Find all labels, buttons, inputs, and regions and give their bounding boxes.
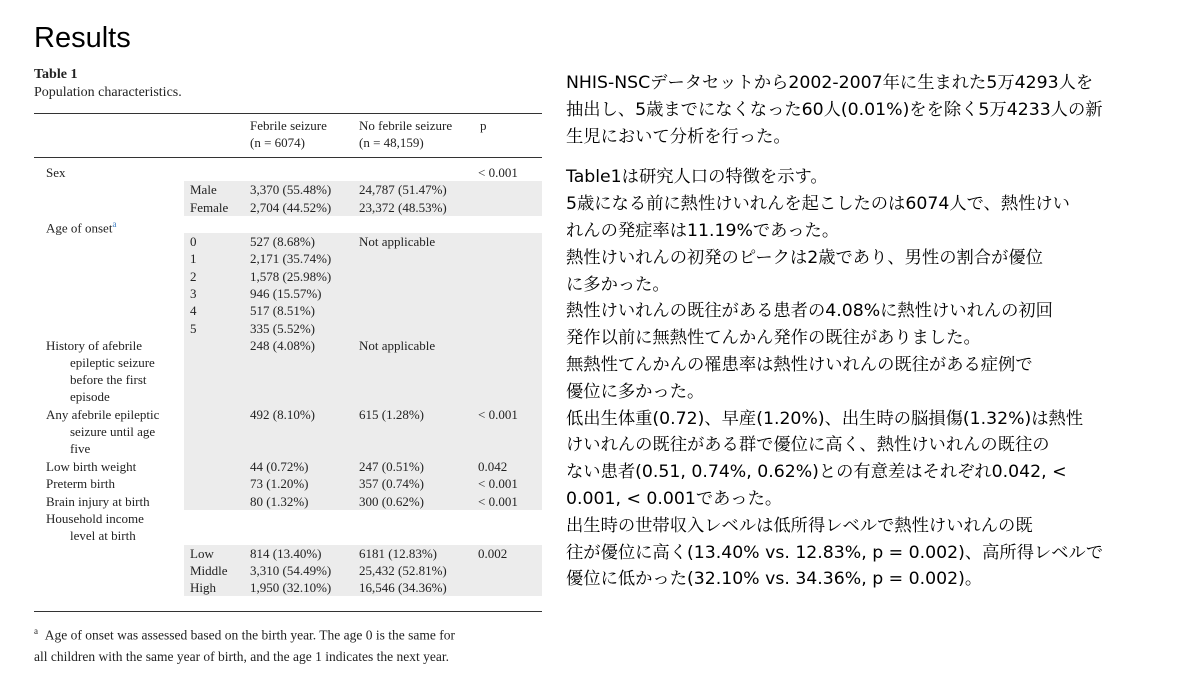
- row-febrile-value: 527 (8.68%): [246, 233, 356, 250]
- row-no-febrile-value: 615 (1.28%): [355, 406, 475, 458]
- paragraph-line: NHIS-NSCデータセットから2002-2007年に生まれた5万4293人を: [566, 73, 1094, 93]
- row-febrile-value: 1,950 (32.10%): [246, 579, 356, 596]
- row-no-febrile-value: [355, 216, 475, 233]
- row-subgroup: [184, 164, 246, 181]
- row-p-value: [474, 579, 542, 596]
- row-no-febrile-value: 247 (0.51%): [355, 458, 475, 475]
- row-febrile-value: 248 (4.08%): [246, 337, 356, 406]
- row-no-febrile-value: 16,546 (34.36%): [355, 579, 475, 596]
- population-table: [34, 66, 542, 664]
- table-row: [34, 233, 542, 250]
- row-no-febrile-value: [355, 320, 475, 337]
- row-variable: [46, 493, 186, 510]
- row-subgroup: 2: [184, 268, 246, 285]
- header-febrile-n: (n = 6074): [250, 135, 305, 150]
- footnote-line-1: Age of onset was assessed based on the birth year. The age 0 is the same for: [44, 627, 456, 643]
- row-febrile-value: 80 (1.32%): [246, 493, 356, 510]
- row-variable-line: seizure until age: [70, 424, 156, 440]
- table-header-rule: [34, 157, 542, 158]
- row-no-febrile-value: 6181 (12.83%): [355, 545, 475, 562]
- row-variable: [46, 458, 186, 475]
- header-no-febrile-label: No febrile seizure: [359, 118, 453, 133]
- table-row: [34, 181, 542, 198]
- paragraph-line: 熱性けいれんの初発のピークは2歳であり、男性の割合が優位: [566, 247, 1043, 268]
- paragraph-line: 優位に低かった(32.10% vs. 34.36%, p = 0.002)。: [566, 569, 983, 590]
- row-p-value: [474, 216, 542, 233]
- row-p-value: 0.002: [474, 545, 542, 562]
- row-variable-line: epileptic seizure: [70, 354, 155, 370]
- row-no-febrile-value: 24,787 (51.47%): [355, 181, 475, 198]
- row-variable-line: History of afebrile: [46, 337, 143, 353]
- paragraph-findings: [566, 164, 1176, 593]
- paragraph-line: 生児において分析を行った。: [566, 126, 791, 147]
- row-variable-line: Household income: [46, 510, 144, 526]
- paragraph-line: 優位に多かった。: [566, 381, 705, 402]
- row-subgroup: Female: [184, 199, 246, 216]
- row-p-value: < 0.001: [474, 493, 542, 510]
- row-subgroup: 4: [184, 302, 246, 319]
- row-febrile-value: 517 (8.51%): [246, 302, 356, 319]
- row-febrile-value: [246, 510, 356, 545]
- table-subtitle: Population characteristics.: [34, 85, 182, 100]
- row-no-febrile-value: Not applicable: [355, 337, 475, 406]
- row-p-value: [474, 199, 542, 216]
- row-no-febrile-value: 23,372 (48.53%): [355, 199, 475, 216]
- paragraph-line: 熱性けいれんの既往がある患者の4.08%に熱性けいれんの初回: [566, 301, 1053, 322]
- row-no-febrile-value: Not applicable: [355, 233, 475, 250]
- row-febrile-value: [246, 216, 356, 233]
- row-variable-line: Brain injury at birth: [46, 493, 150, 509]
- row-variable: [46, 475, 186, 492]
- row-p-value: [474, 562, 542, 579]
- row-variable: [46, 510, 186, 544]
- table-top-rule: [34, 113, 542, 114]
- header-febrile-label: Febrile seizure: [250, 118, 327, 133]
- paragraph-line: れんの発症率は11.19%であった。: [566, 220, 840, 241]
- footnote-line-2: all children with the same year of birth, and the age 1 indicates the next year.: [34, 648, 449, 664]
- row-febrile-value: 3,370 (55.48%): [246, 181, 356, 198]
- table-row: [34, 216, 542, 236]
- paragraph-line: 出生時の世帯収入レベルは低所得レベルで熱性けいれんの既: [566, 515, 1033, 536]
- row-subgroup: [184, 216, 246, 233]
- row-variable-line: Low birth weight: [46, 459, 137, 475]
- row-subgroup: [184, 406, 246, 458]
- row-subgroup: Male: [184, 181, 246, 198]
- row-subgroup: [184, 458, 246, 475]
- row-subgroup: High: [184, 579, 246, 596]
- row-p-value: < 0.001: [478, 165, 518, 180]
- row-subgroup: [184, 510, 246, 545]
- table-footnote: [34, 621, 542, 667]
- table-row: [34, 406, 542, 458]
- row-variable-line: before the first: [70, 371, 147, 387]
- row-p-value: [474, 320, 542, 337]
- row-febrile-value: 492 (8.10%): [246, 406, 356, 458]
- header-no-febrile: [359, 117, 452, 151]
- slide-title: Results: [34, 22, 131, 54]
- row-p-value: 0.042: [474, 458, 542, 475]
- row-variable: [46, 164, 186, 181]
- row-no-febrile-value: [355, 285, 475, 302]
- paragraph-line: 抽出し、5歳までになくなった60人(0.01%)をを除く5万4233人の新: [566, 99, 1103, 120]
- row-p-value: [474, 285, 542, 302]
- row-no-febrile-value: [355, 268, 475, 285]
- row-variable: [46, 406, 186, 457]
- row-febrile-value: 2,704 (44.52%): [246, 199, 356, 216]
- row-p-value: < 0.001: [474, 475, 542, 492]
- paragraph-line: Table1は研究人口の特徴を示す。: [566, 167, 828, 188]
- table-row: [34, 285, 542, 302]
- row-p-value: < 0.001: [474, 406, 542, 458]
- table-row: [34, 199, 542, 216]
- table-row: [34, 268, 542, 285]
- row-no-febrile-value: 25,432 (52.81%): [355, 562, 475, 579]
- table-row: [34, 250, 542, 267]
- row-p-value: [474, 233, 542, 250]
- table-row: [34, 458, 542, 475]
- table-row: [34, 475, 542, 492]
- row-p-value: [474, 181, 542, 198]
- row-no-febrile-value: 357 (0.74%): [355, 475, 475, 492]
- row-no-febrile-value: [355, 510, 475, 545]
- row-variable: [46, 337, 186, 405]
- row-subgroup: 3: [184, 285, 246, 302]
- footnote-mark: a: [34, 626, 38, 636]
- row-p-value: [474, 337, 542, 406]
- header-p: p: [480, 118, 487, 133]
- paragraph-line: 無熱性てんかんの罹患率は熱性けいれんの既往がある症例で: [566, 354, 1033, 375]
- row-febrile-value: 44 (0.72%): [246, 458, 356, 475]
- table-row: [34, 337, 542, 406]
- row-variable-line: episode: [70, 388, 110, 404]
- footnote-ref: a: [112, 218, 117, 229]
- row-subgroup: [184, 475, 246, 492]
- table-bottom-rule: [34, 611, 542, 612]
- row-subgroup: Middle: [184, 562, 246, 579]
- row-no-febrile-value: [355, 164, 475, 181]
- row-p-value: [474, 250, 542, 267]
- paragraph-line: けいれんの既往がある群で優位に高く、熱性けいれんの既往の: [566, 435, 1050, 456]
- header-febrile: [250, 117, 327, 151]
- paragraph-line: ない患者(0.51, 0.74%, 0.62%)との有意差はそれぞれ0.042, <: [566, 462, 1067, 483]
- paragraph-line: 0.001, < 0.001であった。: [566, 488, 783, 509]
- table-row: [34, 510, 542, 545]
- row-subgroup: [184, 337, 246, 406]
- row-variable-line: Sex: [46, 165, 66, 180]
- row-variable-line: level at birth: [70, 527, 136, 543]
- row-febrile-value: 335 (5.52%): [246, 320, 356, 337]
- paragraph-line: 発作以前に無熱性てんかん発作の既往がありました。: [566, 328, 981, 349]
- row-febrile-value: 814 (13.40%): [246, 545, 356, 562]
- table-row: [34, 545, 542, 562]
- table-row: [34, 320, 542, 337]
- table-caption: Table 1: [34, 67, 78, 82]
- row-no-febrile-value: [355, 250, 475, 267]
- row-subgroup: [184, 493, 246, 510]
- table-row: [34, 562, 542, 579]
- paragraph-line: に多かった。: [566, 274, 670, 295]
- paragraph-line: 低出生体重(0.72)、早産(1.20%)、出生時の脳損傷(1.32%)は熱性: [566, 408, 1084, 429]
- row-p-value: [474, 510, 542, 545]
- row-p-value: [474, 268, 542, 285]
- row-variable-line: five: [70, 441, 91, 457]
- paragraph-dataset: [566, 70, 1176, 150]
- row-variable-line: Any afebrile epileptic: [46, 407, 160, 423]
- table-row: [34, 579, 542, 596]
- row-febrile-value: 1,578 (25.98%): [246, 268, 356, 285]
- row-febrile-value: 73 (1.20%): [246, 475, 356, 492]
- row-subgroup: 0: [184, 233, 246, 250]
- table-row: [34, 493, 542, 510]
- row-p-value: [474, 302, 542, 319]
- row-no-febrile-value: 300 (0.62%): [355, 493, 475, 510]
- row-variable-line: Preterm birth: [46, 476, 115, 492]
- row-febrile-value: 3,310 (54.49%): [246, 562, 356, 579]
- table-body: [34, 164, 542, 596]
- table-row: [34, 164, 542, 181]
- paragraph-line: 5歳になる前に熱性けいれんを起こしたのは6074人で、熱性けい: [566, 194, 1070, 215]
- row-subgroup: Low: [184, 545, 246, 562]
- row-febrile-value: 946 (15.57%): [246, 285, 356, 302]
- row-variable-line: Age of onset: [46, 220, 113, 236]
- row-subgroup: 5: [184, 320, 246, 337]
- row-subgroup: 1: [184, 250, 246, 267]
- row-febrile-value: [246, 164, 356, 181]
- paragraph-line: 往が優位に高く(13.40% vs. 12.83%, p = 0.002)、高所得レベルで: [566, 542, 1104, 563]
- row-febrile-value: 2,171 (35.74%): [246, 250, 356, 267]
- results-description: [566, 70, 1176, 607]
- row-no-febrile-value: [355, 302, 475, 319]
- header-no-febrile-n: (n = 48,159): [359, 135, 424, 150]
- table-row: [34, 302, 542, 319]
